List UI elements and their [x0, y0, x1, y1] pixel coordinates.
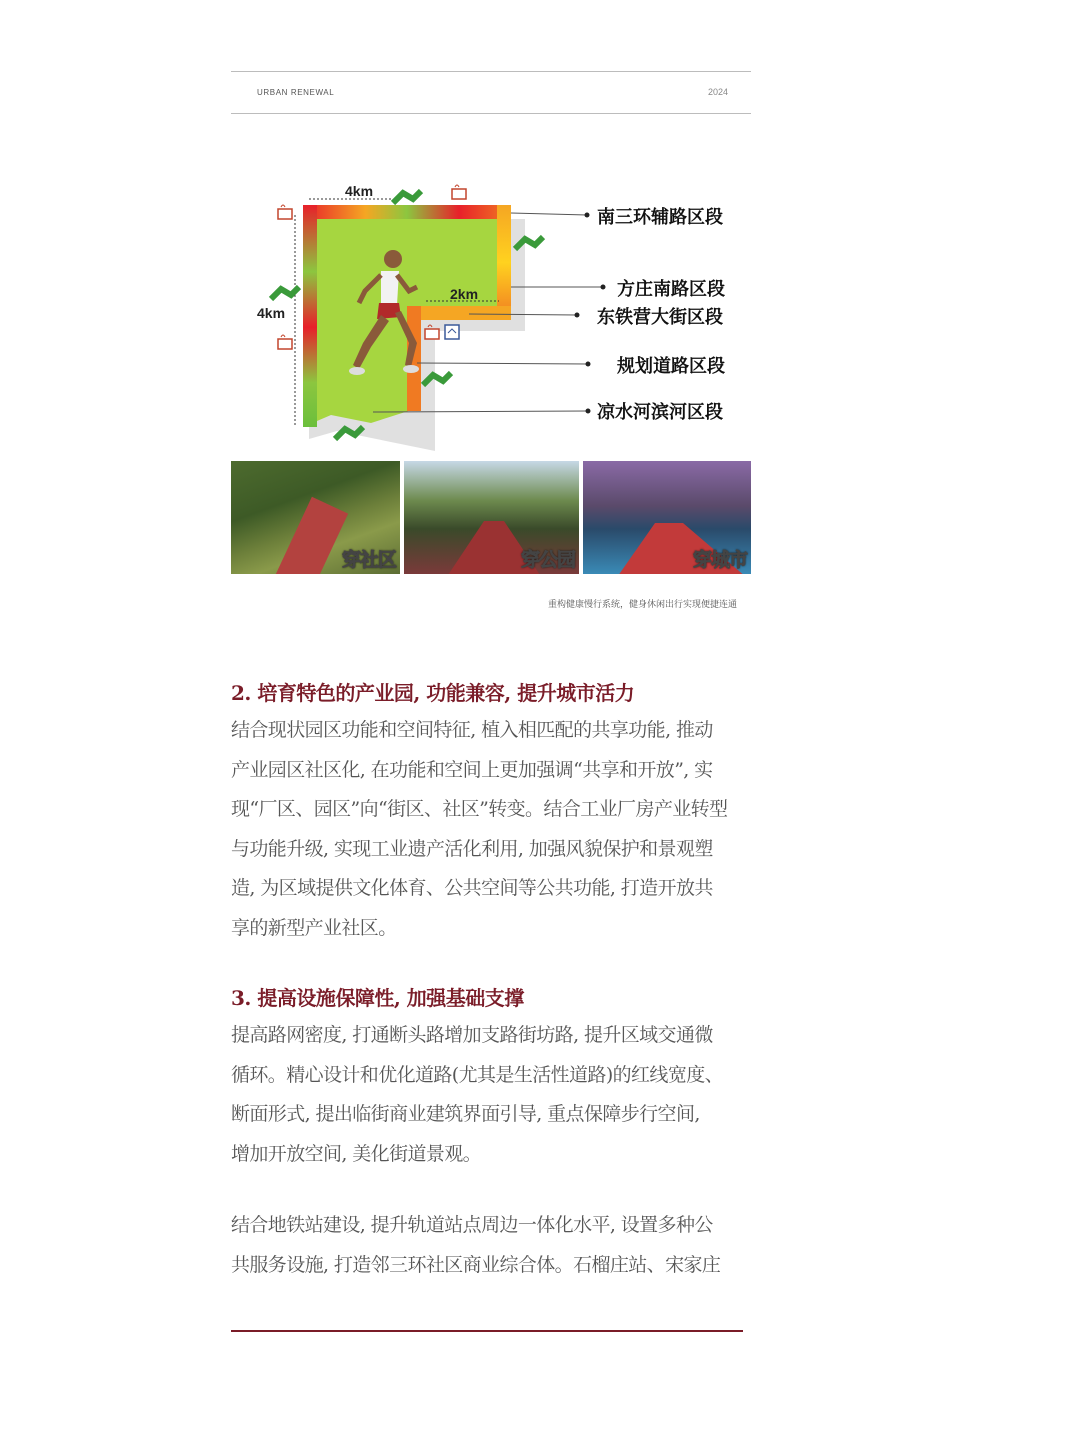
segment-label: 规划道路区段	[617, 356, 725, 377]
segment-label: 南三环辅路区段	[597, 207, 723, 228]
section-2-body	[231, 711, 753, 948]
header-top-rule	[231, 71, 751, 72]
section-3-body	[231, 1016, 753, 1174]
segment-label: 东铁营大街区段	[597, 307, 723, 328]
photo-label: 穿公园	[520, 549, 575, 571]
text-line: 造, 为区域提供文化体育、公共空间等公共功能, 打造开放共	[231, 877, 713, 899]
inner-length-label: 2km	[450, 286, 479, 302]
header-bottom-rule	[231, 113, 751, 114]
left-length-label: 4km	[257, 305, 286, 321]
coffee-cup-icon	[278, 205, 292, 219]
text-line: 共服务设施, 打造邻三环社区商业综合体。石榴庄站、宋家庄	[231, 1253, 721, 1276]
text-line: 现“厂区、园区”向“街区、社区”转变。结合工业厂房产业转型	[231, 798, 728, 820]
park-icon	[393, 191, 421, 203]
text-line: 提高路网密度, 打通断头路增加支路街坊路, 提升区域交通微	[231, 1024, 713, 1046]
photo-label: 穿社区	[341, 549, 396, 571]
top-length-label: 4km	[345, 183, 374, 199]
header-publication-name: URBAN RENEWAL	[257, 88, 335, 97]
segment-label: 方庄南路区段	[617, 279, 725, 300]
text-line: 享的新型产业社区。	[231, 916, 397, 939]
photo-label: 穿城市	[692, 549, 747, 571]
footer-rule	[231, 1330, 743, 1332]
photo-community	[231, 461, 400, 574]
text-line: 结合现状园区功能和空间特征, 植入相匹配的共享功能, 推动	[231, 719, 713, 741]
park-icon	[271, 287, 299, 299]
coffee-cup-icon	[452, 185, 466, 199]
photo-city	[583, 461, 751, 574]
text-line: 断面形式, 提出临街商业建筑界面引导, 重点保障步行空间,	[231, 1103, 700, 1125]
section-2-heading: 2. 培育特色的产业园, 功能兼容, 提升城市活力	[231, 681, 635, 705]
section-3-body-continued	[231, 1206, 753, 1285]
coffee-cup-icon	[278, 335, 292, 349]
text-line: 循环。精心设计和优化道路(尤其是生活性道路)的红线宽度、	[231, 1063, 724, 1086]
text-line: 结合地铁站建设, 提升轨道站点周边一体化水平, 设置多种公	[231, 1214, 713, 1236]
text-line: 增加开放空间, 美化街道景观。	[231, 1142, 482, 1165]
text-line: 与功能升级, 实现工业遗产活化利用, 加强风貌保护和景观塑	[231, 837, 713, 860]
greenway-diagram	[231, 175, 751, 455]
house-icon	[445, 325, 459, 339]
segment-label: 凉水河滨河区段	[597, 402, 723, 423]
figure-caption: 重构健康慢行系统，健身休闲出行实现便捷连通	[548, 600, 738, 610]
text-line: 产业园区社区化, 在功能和空间上更加强调“共享和开放”, 实	[231, 758, 713, 781]
header-year: 2024	[708, 87, 729, 97]
section-3-heading: 3. 提高设施保障性, 加强基础支撑	[231, 986, 524, 1010]
photo-park	[404, 461, 579, 574]
